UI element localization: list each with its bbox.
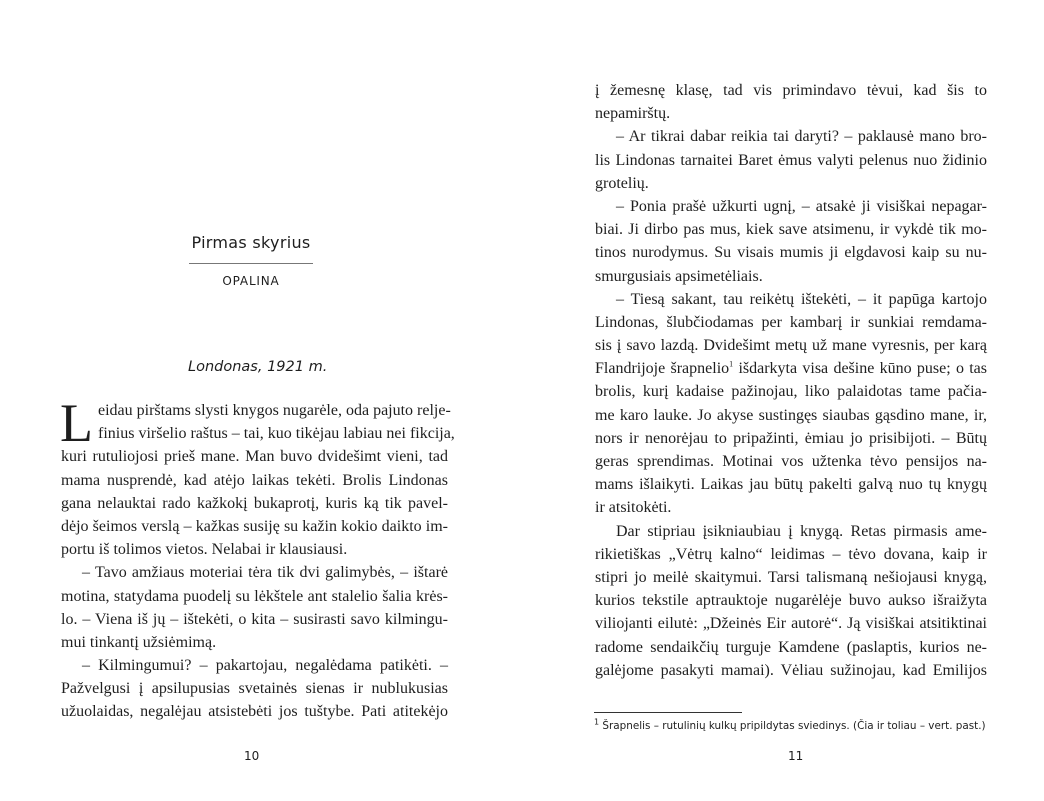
text-line: mams išlaikyti. Laikas jau būtų pakelti galvą nuo tų knygų [595,476,987,494]
line-start: Flandrijoje šrapnelio [595,360,730,378]
text-line: ir atsitokėti. [595,499,672,517]
page-number: 10 [244,749,260,763]
text-line: geras sprendimas. Motinai vos užtenka tėvo pensijos na- [595,453,987,470]
text-line: viliojanti eilutė: „Džeinės Eir autorė“. Ją visiškai atsitiktinai [595,615,987,633]
right-body-text [595,79,987,682]
text-line: dėjo šeimos verslą – kažkas susiję su kažin kokio daikto im- [61,517,448,535]
text-line: rikietiškas „Vėtrų kalno“ leidimas – tėvo dovana, kaip ir [595,545,987,563]
drop-cap: L [60,393,93,453]
line-rest: išdarkyta visa dešine kūno puse; o tas [733,360,988,378]
footnote-mark: 1 [594,717,600,727]
text-line: – Ponia prašė užkurti ugnį, – atsakė ji visiškai nepagar- [616,197,987,215]
text-line: nors ir nenorėjau to pripažinti, ėmiau jo prisibijoti. – Būtų [595,429,987,447]
chapter-divider [189,263,313,264]
text-line: kurios tekstile aptrauktoje nugarėlėje buvo aukso išraižyta [595,592,987,610]
text-line: – Tiesą sakant, tau reikėtų ištekėti, – it papūga kartojo [616,290,987,308]
text-line: mama nusprendė, kad atėjo laikas tekėti. Brolis Lindonas [61,471,448,489]
text-line: Dar stipriau įsikniaubiau į knygą. Retas pirmasis ame- [616,522,987,540]
text-line: lo. – Viena iš jų – ištekėti, o kita – susirasti savo kilmingu- [61,610,448,628]
chapter-heading [180,232,322,289]
text-line: galėjome pasakyti mamai). Vėliau sužinojau, kad Emilijos [595,661,987,679]
text-line: eidau pirštams slysti knygos nugarėle, oda pajuto relje- [98,402,451,419]
chapter-title: Pirmas skyrius [191,233,311,252]
text-line: smurgusiais apsimetėliais. [595,267,763,285]
left-body-text [60,393,455,724]
text-line: lis Lindonas tarnaitei Baret ėmus valyti pelenus nuo židinio [595,151,987,169]
text-line: sis į savo lazdą. Dvidešimt metų už mane vyresnis, per karą [595,337,987,355]
text-line: brolis, kurį kadaise pažinojau, liko palaidotas tame pačia- [595,383,987,401]
text-line: biai. Ji dirbo pas mus, kiek save atsimenu, ir vykdė tik mo- [595,221,987,239]
text-line: – Kilmingumui? – pakartojau, negalėdama patikėti. – [82,657,448,675]
right-page [522,0,1044,801]
page-number: 11 [788,749,804,763]
text-line [595,357,987,380]
place-date: Londonas, 1921 m. [188,359,328,375]
text-line: radome sendaikčių turguje Kamdene (paslaptis, kurios ne- [595,638,987,656]
text-line: Pažvelgusi į apsilupusias svetainės sienas ir nublukusias [61,680,448,698]
text-line: užuolaidas, negalėjau atsistebėti jos tuštybe. Pati atitekėjo [61,703,448,721]
text-line: kuri rutuliojosi prieš mane. Man buvo dvidešimt vieni, tad [61,448,448,466]
text-line: portu iš tolimos vietos. Nelabai ir klausiausi. [61,541,348,559]
text-line: me karo lauke. Jo akyse sustingęs siaubas gąsdino mane, ir, [595,406,987,424]
footnote-text: Šrapnelis – rutulinių kulkų pripildytas sviedinys. (Čia ir toliau – vert. past.) [599,720,986,732]
text-line: gana nelauktai rado kažkokį bukaprotį, kuris ką tik pavel- [61,494,448,512]
text-line: motina, statydama puodelį su lėkštele ant stalelio šalia krės- [61,587,448,605]
text-line: – Ar tikrai dabar reikia tai daryti? – paklausė mano bro- [616,128,987,146]
text-line: stipri jo meilė skaitymui. Tarsi talismaną nešiojausi knygą, [595,568,987,586]
text-line: finius viršelio raštus – tai, kuo tikėjau labiau nei fikcija, [98,425,455,443]
text-line: Lindonas, šlubčiodamas per kambarį ir sunkiai remdama- [595,313,987,331]
text-line: mui tinkantį užsiėmimą. [61,633,217,651]
footnote-divider [594,712,742,713]
footnote [594,717,986,732]
text-line: tinos nurodymus. Su visais mumis ji elgdavosi kaip su nu- [595,244,987,262]
text-line: grotelių. [595,174,649,192]
text-line: į žemesnę klasę, tad vis primindavo tėvui, kad šis to [595,82,987,99]
chapter-subtitle: OPALINA [222,274,280,288]
text-line: nepamirštų. [595,105,671,123]
text-line: – Tavo amžiaus moteriai tėra tik dvi galimybės, – ištarė [82,564,448,582]
footnote-ref[interactable]: 1 [729,359,734,369]
